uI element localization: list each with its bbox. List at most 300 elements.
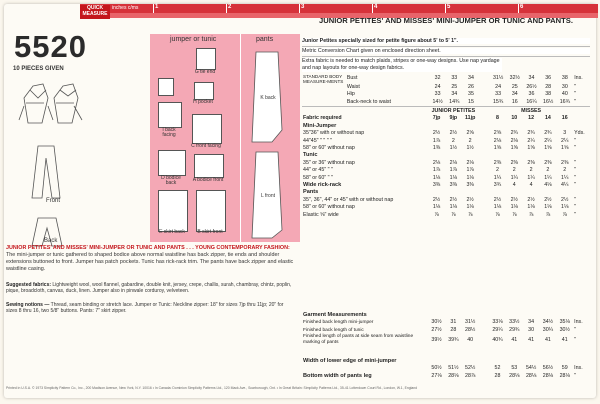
measurement-value: 31½ — [492, 75, 504, 82]
table-cell — [479, 84, 489, 91]
yardage-unit: " — [574, 196, 577, 203]
yardage-value: 1½ — [466, 145, 474, 152]
measurement-value: 26½ — [526, 84, 537, 90]
yardage-value: ⅞ — [512, 211, 517, 218]
measurement-value: 34 — [511, 91, 518, 98]
yardage-value: 2½ — [449, 130, 458, 137]
garment-value: 41 — [561, 336, 568, 343]
measurement-value: 25 — [511, 84, 518, 90]
table-cell — [573, 115, 590, 122]
yardage-value: 1⅛ — [493, 204, 502, 211]
width-label — [302, 365, 428, 372]
ruler-tick-label: 2 — [228, 4, 232, 10]
garment-value: 28½ — [465, 326, 476, 333]
figure-label-front: Front — [46, 198, 61, 204]
pants-pieces — [248, 50, 294, 240]
measurement-unit: " — [574, 98, 577, 105]
yardage-value: 2¼ — [561, 137, 569, 144]
piece-b — [196, 190, 226, 232]
yardage-value: 1¼ — [561, 174, 569, 181]
section-title: Mini-Jumper — [303, 122, 337, 129]
fabrics-section — [6, 282, 294, 295]
width-value: 28⅛ — [525, 372, 537, 379]
measurements-table — [302, 74, 590, 106]
yardage-value: 1¼ — [544, 174, 552, 181]
yardage-value: 2 — [563, 167, 567, 174]
piece-label-a: A bodice front — [192, 177, 224, 183]
notions-text: Thread, seam binding or stretch lace. Jumper or Tunic: Neckline zipper: 18" for sizes 7jp thru 11jp; 20" for sizes 8 thru 16, two 5/8" buttons. Pants: 7" skirt zipper. — [6, 302, 284, 315]
measurement-row — [302, 91, 590, 98]
diagram-title-pants: pants — [256, 36, 274, 43]
yardage-value: 1⅛ — [561, 204, 569, 211]
piece-a — [194, 154, 224, 178]
piece-label-e: E skirt back — [159, 229, 185, 235]
jp-title: JUNIOR PETITES — [431, 108, 476, 114]
yardage-value: ⅞ — [562, 211, 567, 218]
garment-table — [302, 312, 590, 346]
size-header: 8 — [495, 115, 499, 122]
yardage-value: 1⅝ — [527, 145, 535, 152]
yardage-row — [302, 175, 590, 182]
garment-value: 27½ — [431, 326, 442, 333]
yardage-value: 2½ — [493, 196, 502, 203]
garment-value: 41 — [528, 336, 535, 343]
yardage-value: ⅞ — [434, 211, 439, 218]
yardage-row — [302, 197, 590, 204]
yardage-value: 3⅜ — [466, 182, 474, 189]
yardage-label: 35" or 36" without nap — [303, 159, 355, 166]
garment-title: Garment Measurements — [303, 312, 367, 318]
width-table — [302, 358, 590, 380]
yardage-value: 2⅛ — [466, 159, 474, 166]
yardage-value: 2 — [468, 137, 472, 144]
figure-label-back: Back — [44, 238, 58, 244]
table-cell — [479, 319, 490, 326]
yardage-value: 4 — [512, 182, 516, 189]
fabrics-label: Suggested fabrics: — [6, 282, 52, 288]
yardage-value: 4¼ — [561, 182, 569, 189]
yardage-label: 58" or 60" without nap — [303, 204, 355, 211]
measurement-unit: Ins. — [574, 75, 583, 82]
yardage-value: 1⅞ — [449, 167, 458, 174]
section-title: Pants — [303, 189, 319, 196]
footer: Printed in U.S.A. © 1973 Simplicity Pattern Co., Inc., 200 Madison Avenue, New York, N.Y. 10016 • In Canada: Dominion Simplicity Patterns Ltd., 120 Mack Ave., Scarborough, Ont. • In Great Britain: Simplicity Patterns Ltd., 35-41 Lotterdown Court Rd., London, W.1, England — [6, 386, 418, 390]
description-body: The mini-jumper or tunic gathered to shaped bodice above normal waistline has back zipper, tie ends and shoulder extensions buttoned to front. Jumper has patch pockets. Tunic has rick-rack trim. The pants have back zipper and elastic waistline casing. — [6, 252, 294, 272]
width-value: 28⅛ — [509, 372, 520, 379]
measurement-value: 32½ — [509, 75, 520, 82]
yardage-value: 1⅛ — [432, 174, 441, 181]
size-header: 9jp — [449, 115, 458, 122]
measurement-row — [302, 84, 590, 91]
measurement-unit: " — [574, 84, 577, 90]
measurement-value: 36 — [528, 91, 535, 98]
piece-g — [196, 48, 216, 70]
yardage-row — [302, 130, 590, 137]
yardage-unit: " — [574, 145, 577, 152]
ruler-tick-label: 4 — [374, 4, 378, 10]
garment-value: 31½ — [465, 319, 476, 326]
width-value: 56½ — [542, 365, 554, 372]
measurement-value: 33 — [451, 75, 458, 82]
pants-front-sketch — [32, 146, 60, 198]
width-value: 28⅛ — [559, 372, 570, 379]
table-cell — [302, 108, 428, 115]
yardage-label: 44" or 45" " " — [303, 167, 333, 174]
piece-label-c: C front facing — [191, 143, 221, 149]
yardage-value: 2⅛ — [493, 137, 502, 144]
yardage-value: 1¼ — [527, 174, 535, 181]
table-cell — [479, 108, 490, 115]
width-title: Width of lower edge of mini-jumper — [303, 358, 397, 364]
piece-c — [192, 114, 222, 144]
measurement-value: 15 — [468, 98, 474, 105]
measurement-value: 24 — [495, 84, 502, 90]
table-cell — [479, 182, 490, 189]
garment-value: 30½ — [431, 319, 442, 326]
yardage-unit: " — [574, 174, 577, 181]
garment-unit: Ins. — [574, 319, 583, 326]
garment-unit: " — [574, 326, 577, 333]
yardage-value: 1⅛ — [449, 174, 458, 181]
table-cell — [479, 74, 489, 84]
measurements-group-label: STANDARD BODY MEASURE-MENTS — [303, 74, 344, 84]
measurement-value: 33 — [434, 91, 441, 98]
right-heading: JUNIOR PETITES' AND MISSES' MINI-JUMPER OR TUNIC AND PANTS. — [319, 16, 573, 25]
garment-value: 33⅛ — [492, 319, 503, 326]
yardage-value: 2½ — [544, 196, 552, 203]
measurement-value: 26 — [468, 84, 474, 90]
yardage-size-header — [302, 115, 590, 122]
measurement-value: 34 — [451, 91, 458, 98]
piece-label-h: H pocket — [193, 99, 213, 105]
ruler-tick-label: 6 — [520, 4, 524, 10]
garment-value: 39½ — [431, 336, 442, 343]
yardage-value: 1⅛ — [466, 174, 474, 181]
metric-note: Metric Conversion Chart given on enclosed direction sheet. — [302, 48, 590, 54]
ruler-tick — [299, 4, 300, 13]
measurement-value: 16¾ — [559, 98, 571, 105]
table-cell — [302, 84, 346, 91]
measurement-value: 16 — [511, 98, 518, 105]
fabric-required-label: Fabric required — [303, 115, 342, 122]
notions-section — [6, 302, 294, 315]
table-cell — [302, 91, 346, 98]
ruler-tick — [372, 4, 373, 13]
yardage-value: 2⅜ — [544, 159, 552, 166]
width-value: 28 — [494, 372, 501, 379]
width-value: 28⅞ — [465, 372, 476, 379]
size-header: 14 — [544, 115, 551, 122]
size-header: 12 — [528, 115, 535, 122]
fabrics-text: Lightweight wool, wool flannel, gabardine, double knit, jersey, crepe, challis, surah, chambray, chintz, poplin, pique, broadcloth, canvas, duck, linen. Jumper also in pinwale corduroy, velveteen. — [6, 282, 292, 295]
yardage-value: ⅞ — [545, 211, 551, 218]
description — [6, 245, 294, 273]
measurement-value: 34 — [468, 75, 474, 82]
yardage-value: 1⅛ — [510, 204, 518, 211]
garment-value: 41 — [544, 336, 551, 343]
yardage-section — [302, 182, 590, 189]
table-cell — [479, 160, 490, 167]
measurement-label: Bust — [346, 75, 358, 82]
notions-label: Sewing notions — — [6, 302, 50, 308]
yardage-value: 2 — [546, 167, 550, 174]
yardage-value: 1⅛ — [527, 204, 535, 211]
yardage-value: 3 — [563, 130, 567, 137]
jumper-back-sketch — [54, 84, 82, 123]
yardage-unit: " — [574, 167, 577, 174]
table-cell — [479, 91, 489, 98]
width-row — [302, 373, 590, 380]
garment-value: 28 — [450, 326, 457, 333]
piece-extra — [158, 78, 174, 96]
measurement-value: 34 — [528, 75, 535, 82]
section-title: Wide rick-rack — [303, 182, 342, 189]
ruler-units: inches c/ms — [112, 5, 139, 11]
yardage-value: 1⅛ — [449, 204, 458, 211]
yardage-unit: " — [574, 137, 577, 144]
measurement-label: Hip — [346, 91, 355, 98]
measurement-row — [302, 74, 590, 84]
table-cell — [573, 108, 590, 115]
yardage-value: 1⅛ — [432, 204, 441, 211]
ruler-label — [80, 5, 110, 19]
garment-value: 29¼ — [492, 326, 503, 333]
yardage-unit: " — [574, 204, 577, 211]
yardage-value: 2½ — [466, 196, 474, 203]
yardage-value: 2⅜ — [510, 159, 518, 166]
yardage-value: 2¼ — [527, 137, 535, 144]
piece-d — [158, 150, 186, 176]
table-cell — [479, 334, 490, 346]
yardage-value: 2⅜ — [527, 159, 535, 166]
piece-label-b: B skirt front — [197, 229, 223, 235]
measurement-value: 36 — [545, 75, 552, 82]
yardage-unit: " — [574, 211, 577, 218]
yardage-value: 1⅞ — [432, 167, 441, 174]
width-value: 50½ — [431, 365, 442, 372]
yardage-value: 1⅝ — [510, 145, 518, 152]
yardage-value: ⅞ — [451, 211, 456, 218]
yardage-value: 2½ — [449, 196, 458, 203]
yardage-unit: " — [574, 182, 577, 189]
yardage-value: 4 — [529, 182, 533, 189]
yardage-value: 2 — [529, 167, 533, 174]
table-cell — [479, 197, 490, 204]
garment-label: Finished back length mini-jumper — [303, 320, 374, 326]
yardage-row — [302, 212, 590, 219]
piece-label-d: D bodice back — [161, 175, 181, 186]
piece-label-k: K back — [260, 95, 276, 101]
measurement-value: 32 — [434, 75, 441, 82]
measurement-value: 14½ — [432, 98, 443, 105]
yardage-value: ⅞ — [467, 211, 473, 218]
garment-value: 41 — [511, 336, 518, 343]
diagram-divider — [240, 34, 241, 242]
yardage-value: 2¾ — [510, 130, 518, 137]
yardage-value: 2½ — [561, 196, 569, 203]
garment-value: 34 — [528, 319, 535, 326]
yardage-value: 2⅝ — [466, 130, 474, 137]
yardage-section — [302, 123, 590, 130]
ruler-tick — [226, 4, 227, 13]
yardage-value: 2⅛ — [510, 137, 518, 144]
rule-1 — [302, 46, 590, 47]
width-value: 53 — [511, 365, 518, 372]
garment-value: 29¾ — [509, 326, 520, 333]
measurement-value: 16¼ — [526, 98, 537, 105]
yardage-value: 2¾ — [527, 130, 535, 137]
table-cell — [479, 138, 490, 145]
yardage-value: 1⅞ — [466, 167, 474, 174]
measurement-value: 24 — [434, 84, 441, 90]
yardage-value: 2½ — [432, 196, 441, 203]
yardage-label: Elastic ⅝" wide — [303, 211, 339, 218]
width-unit: " — [574, 372, 577, 379]
yardage-label: 35"36" with or without nap — [303, 130, 365, 137]
jumper-front-sketch — [19, 84, 53, 123]
yardage-value: 1⅝ — [561, 145, 569, 152]
table-cell — [479, 130, 490, 137]
width-row — [302, 365, 590, 372]
table-cell — [479, 327, 490, 334]
ruler-tick-label: 5 — [447, 4, 451, 10]
ruler-tick — [445, 4, 446, 13]
measurement-value: 14¾ — [449, 98, 460, 105]
table-cell — [479, 145, 490, 152]
size-header: 11jp — [465, 115, 476, 122]
yardage-value: 2¼ — [544, 137, 552, 144]
garment-unit: " — [574, 336, 577, 343]
yardage-value: 2½ — [432, 130, 441, 137]
yardage-value: 2½ — [527, 196, 535, 203]
size-header: 16 — [561, 115, 568, 122]
garment-value: 40 — [467, 336, 474, 343]
garment-row — [302, 334, 590, 346]
table-cell — [479, 373, 490, 380]
yardage-label: 58" or 60" " " — [303, 174, 333, 181]
yardage-value: 2⅛ — [432, 159, 441, 166]
yardage-label: 58" or 60" without nap — [303, 145, 355, 152]
ruler-tick-label: 1 — [155, 4, 159, 10]
yardage-value: 1⅝ — [544, 145, 552, 152]
garment-value: 34½ — [542, 319, 554, 326]
yardage-value: 4⅛ — [544, 182, 552, 189]
width-unit: Ins. — [574, 365, 583, 372]
garment-value: 31 — [450, 319, 457, 326]
yardage-value: 3⅜ — [432, 182, 441, 189]
garment-value: 30¼ — [542, 326, 554, 333]
yardage-group-header — [302, 108, 590, 115]
yardage-value: 2¾ — [544, 130, 552, 137]
measurement-value: 38 — [545, 91, 552, 98]
table-cell — [479, 212, 490, 219]
width-value: 28⅛ — [448, 372, 459, 379]
yardage-row — [302, 204, 590, 211]
measurement-value: 28 — [545, 84, 552, 90]
size-header: 7jp — [432, 115, 441, 122]
misses-title: MISSES — [521, 108, 542, 114]
garment-value: 40¾ — [492, 336, 503, 343]
ruler-tick — [153, 4, 154, 13]
garment-value: 35⅛ — [559, 319, 570, 326]
yardage-table — [302, 108, 590, 219]
piece-label-l: L front — [261, 193, 275, 199]
description-title: JUNIOR PETITES' AND MISSES' MINI-JUMPER OR TUNIC AND PANTS . . . YOUNG CONTEMPORARY FASHION: — [6, 245, 290, 251]
width-value: 52½ — [465, 365, 476, 372]
measurement-unit: " — [574, 91, 577, 98]
yardage-row — [302, 167, 590, 174]
petite-note: Junior Petites specially sized for petite figure about 5' to 5' 1". — [302, 38, 590, 44]
yardage-label: 44"45" " " " " — [303, 137, 332, 144]
yardage-value: 3¾ — [493, 182, 502, 189]
yardage-value: ⅞ — [528, 211, 534, 218]
yardage-value: 2½ — [510, 196, 518, 203]
width-value: 52 — [494, 365, 501, 372]
garment-value: 39¾ — [448, 336, 459, 343]
yardage-value: 1¼ — [493, 174, 502, 181]
width-label: Bottom width of pants leg — [303, 372, 372, 379]
garment-value: 30 — [528, 326, 535, 333]
table-cell — [479, 365, 490, 372]
yardage-section — [302, 152, 590, 159]
yardage-value: ⅞ — [495, 211, 500, 218]
yardage-value: 2⅜ — [493, 159, 502, 166]
yardage-value: 1½ — [449, 145, 458, 152]
measurement-value: 30 — [561, 84, 568, 90]
measurement-value: 38 — [561, 75, 568, 82]
yardage-value: 2 — [512, 167, 516, 174]
piece-e — [158, 190, 188, 232]
rule-2 — [302, 56, 590, 57]
measurement-value: 33 — [495, 91, 502, 98]
yardage-value: 1⅛ — [544, 204, 552, 211]
piece-h — [194, 82, 214, 100]
yardage-unit: Yds. — [574, 130, 585, 137]
width-value: 28⅛ — [542, 372, 554, 379]
piece-label-g: G tie end — [194, 69, 216, 75]
garment-value: 33½ — [509, 319, 520, 326]
measurement-label: Back-neck to waist — [346, 98, 391, 105]
width-value: 59 — [561, 365, 568, 372]
yardage-value: 1⅛ — [466, 204, 474, 211]
width-value: 54½ — [525, 365, 537, 372]
yardage-value: 1¼ — [510, 174, 518, 181]
garment-value: 30½ — [559, 326, 570, 333]
yardage-row — [302, 160, 590, 167]
table-cell — [479, 115, 490, 122]
piece-label-i: I back facing — [162, 127, 176, 138]
yardage-unit: " — [574, 159, 577, 166]
ruler-label-text: QUICK MEASURE — [82, 5, 108, 17]
yardage-value: 2 — [451, 137, 455, 144]
table-cell — [479, 167, 490, 174]
measurement-value: 15¾ — [492, 98, 504, 105]
measurement-label: Waist — [346, 84, 360, 90]
width-value: 27⅛ — [431, 372, 442, 379]
measurement-value: 35 — [468, 91, 474, 98]
garment-sketches — [18, 78, 148, 248]
piece-i — [158, 102, 182, 128]
yardage-label: 35", 36", 44" or 45" with or without nap — [303, 196, 394, 203]
pattern-number: 5520 — [14, 29, 87, 64]
size-header: 10 — [511, 115, 518, 122]
garment-label: Finished back length of tunic — [303, 327, 364, 333]
fabric-note: Extra fabric is needed to match plaids, stripes or one-way designs. Use nap yardage and nap layouts for one-way design fabrics. — [302, 58, 502, 72]
measurement-value: 40 — [561, 91, 568, 98]
pieces-given: 10 PIECES GIVEN — [13, 66, 64, 72]
yardage-value: 2⅛ — [449, 159, 458, 166]
rule-3 — [302, 106, 590, 107]
